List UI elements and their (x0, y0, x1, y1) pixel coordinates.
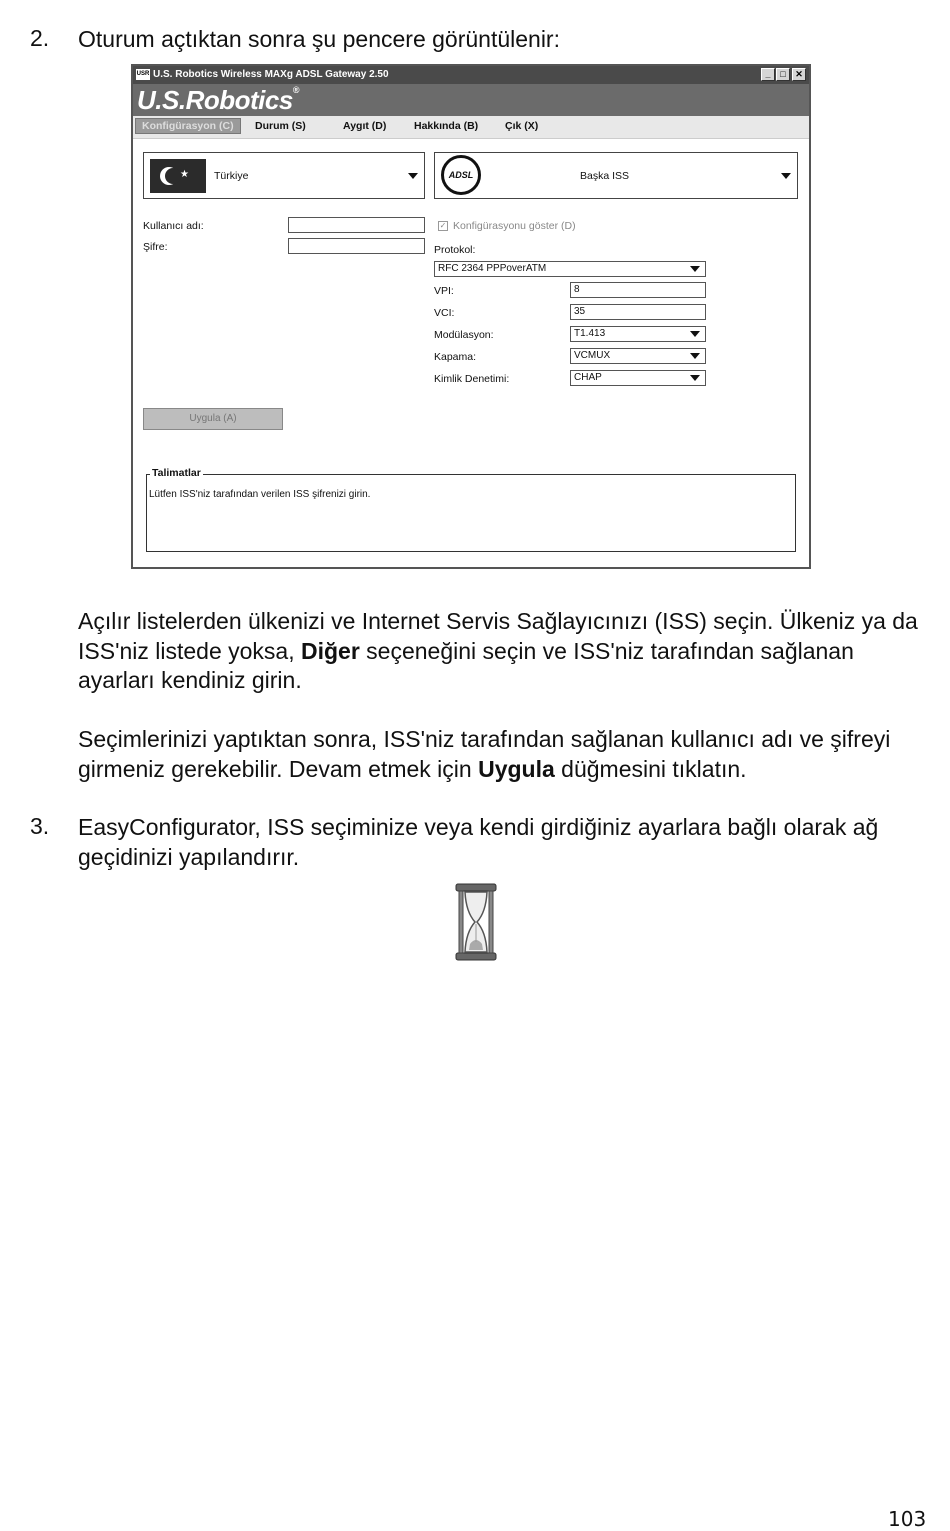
apply-button[interactable]: Uygula (A) (143, 408, 283, 430)
username-label: Kullanıcı adı: (143, 220, 204, 232)
username-input[interactable] (288, 217, 425, 233)
isp-select-value: Başka ISS (580, 170, 630, 182)
vci-input[interactable]: 35 (570, 304, 706, 320)
protocol-select[interactable] (434, 261, 706, 277)
maximize-button[interactable]: □ (776, 68, 790, 81)
chevron-down-icon (690, 331, 700, 337)
menu-hakkinda[interactable]: Hakkında (B) (414, 120, 479, 132)
step-2-text: Oturum açtıktan sonra şu pencere görüntülenir: (78, 26, 560, 52)
menu-konfigurasyon[interactable]: Konfigürasyon (C) (135, 118, 241, 134)
apply-term: Uygula (478, 755, 555, 782)
menu-durum[interactable]: Durum (S) (255, 120, 306, 132)
chevron-down-icon (781, 173, 791, 179)
instructions-box (146, 467, 796, 552)
encap-label: Kapama: (434, 351, 477, 363)
encap-select[interactable] (570, 348, 706, 364)
instructions-title: Talimatlar (152, 467, 201, 479)
usr-app-icon: USR (136, 69, 150, 80)
vpi-input[interactable]: 8 (570, 282, 706, 298)
modulation-label: Modülasyon: (434, 329, 494, 341)
country-select-value: Türkiye (214, 170, 249, 182)
window-titlebar (133, 66, 809, 84)
isp-select[interactable] (434, 152, 798, 199)
auth-select[interactable] (570, 370, 706, 386)
password-label: Şifre: (143, 241, 168, 253)
close-button[interactable]: ✕ (792, 68, 806, 81)
encap-select-value: VCMUX (574, 350, 611, 361)
chevron-down-icon (408, 173, 418, 179)
modulation-select-value: T1.413 (574, 328, 606, 339)
menu-bar (133, 116, 809, 139)
other-option-term: Diğer (301, 637, 360, 664)
vci-label: VCI: (434, 307, 455, 319)
protocol-select-value: RFC 2364 PPPoverATM (438, 263, 547, 274)
chevron-down-icon (690, 266, 700, 272)
paragraph-2: Seçimlerinizi yaptıktan sonra, ISS'niz tarafından sağlanan kullanıcı adı ve şifreyi girmeniz gerekebilir. Devam etmek için Uygula düğmesini tıklatın. (78, 726, 891, 782)
page-number: 103 (888, 1507, 927, 1531)
paragraph-1: Açılır listelerden ülkenizi ve Internet Servis Sağlayıcınızı (ISS) seçin. Ülkeniz ya da ISS'niz listede yoksa, Diğer seçeneğini seçin ve ISS'niz tarafından sağlanan ayarları kendiniz girin. (78, 608, 918, 693)
auth-select-value: CHAP (574, 372, 602, 383)
brand-bar (133, 84, 809, 116)
step-3-text: EasyConfigurator, ISS seçiminize veya kendi girdiğiniz ayarlara bağlı olarak ağ geçidinizi yapılandırır. (78, 814, 879, 870)
password-input[interactable] (288, 238, 425, 254)
show-config-label: Konfigürasyonu göster (D) (453, 220, 576, 232)
chevron-down-icon (690, 353, 700, 359)
adsl-icon: ADSL (441, 155, 481, 195)
step-2-number: 2. (30, 25, 50, 51)
gateway-window-screenshot (131, 64, 811, 569)
menu-cik[interactable]: Çık (X) (505, 120, 539, 132)
protocol-label: Protokol: (434, 244, 476, 256)
window-title: U.S. Robotics Wireless MAXg ADSL Gateway 2.50 (153, 69, 389, 80)
instructions-text: Lütfen ISS'niz tarafından verilen ISS şifrenizi girin. (149, 489, 371, 500)
auth-label: Kimlik Denetimi: (434, 373, 510, 385)
usrobotics-logo: U.S.Robotics® (137, 85, 299, 115)
step-3-number: 3. (30, 813, 50, 839)
country-select[interactable] (143, 152, 425, 199)
chevron-down-icon (690, 375, 700, 381)
minimize-button[interactable]: _ (761, 68, 775, 81)
modulation-select[interactable] (570, 326, 706, 342)
show-config-checkbox[interactable]: ✓ (439, 221, 447, 230)
vpi-label: VPI: (434, 285, 454, 297)
turkey-flag-icon: ★ (150, 159, 206, 193)
hourglass-icon (453, 882, 499, 962)
menu-aygit[interactable]: Aygıt (D) (343, 120, 387, 132)
